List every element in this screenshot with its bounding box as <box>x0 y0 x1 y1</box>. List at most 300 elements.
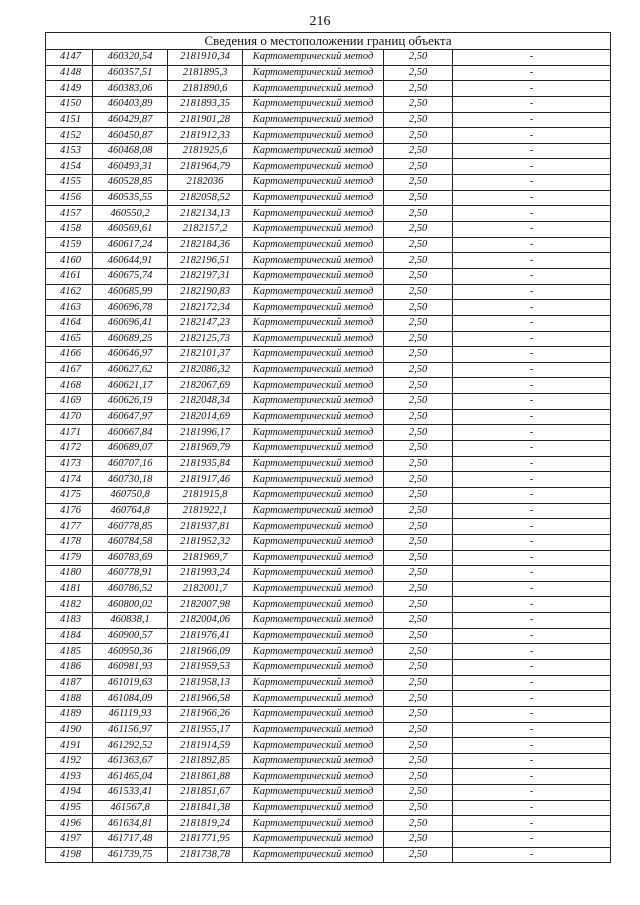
accuracy-cell: 2,50 <box>384 268 453 284</box>
description-cell: - <box>453 143 611 159</box>
table-row <box>46 691 611 707</box>
x-coordinate-cell: 460617,24 <box>93 237 168 253</box>
point-number-cell: 4188 <box>46 691 93 707</box>
y-coordinate-cell: 2181890,6 <box>168 81 243 97</box>
table-header-row <box>46 33 611 50</box>
point-number-cell: 4166 <box>46 347 93 363</box>
description-cell: - <box>453 50 611 66</box>
table-row <box>46 581 611 597</box>
x-coordinate-cell: 461292,52 <box>93 738 168 754</box>
y-coordinate-cell: 2181910,34 <box>168 50 243 66</box>
point-number-cell: 4197 <box>46 832 93 848</box>
x-coordinate-cell: 461567,8 <box>93 800 168 816</box>
point-number-cell: 4162 <box>46 284 93 300</box>
description-cell: - <box>453 847 611 863</box>
accuracy-cell: 2,50 <box>384 331 453 347</box>
method-cell: Картометрический метод <box>243 675 384 691</box>
y-coordinate-cell: 2181964,79 <box>168 159 243 175</box>
description-cell: - <box>453 206 611 222</box>
point-number-cell: 4168 <box>46 378 93 394</box>
table-row <box>46 81 611 97</box>
description-cell: - <box>453 519 611 535</box>
method-cell: Картометрический метод <box>243 394 384 410</box>
x-coordinate-cell: 460627,62 <box>93 362 168 378</box>
table-row <box>46 347 611 363</box>
accuracy-cell: 2,50 <box>384 753 453 769</box>
x-coordinate-cell: 460535,55 <box>93 190 168 206</box>
y-coordinate-cell: 2181952,32 <box>168 534 243 550</box>
method-cell: Картометрический метод <box>243 409 384 425</box>
description-cell: - <box>453 268 611 284</box>
method-cell: Картометрический метод <box>243 613 384 629</box>
description-cell: - <box>453 284 611 300</box>
method-cell: Картометрический метод <box>243 81 384 97</box>
method-cell: Картометрический метод <box>243 190 384 206</box>
x-coordinate-cell: 460383,06 <box>93 81 168 97</box>
y-coordinate-cell: 2181901,28 <box>168 112 243 128</box>
x-coordinate-cell: 460450,87 <box>93 128 168 144</box>
y-coordinate-cell: 2181958,13 <box>168 675 243 691</box>
table-row <box>46 175 611 191</box>
y-coordinate-cell: 2182001,7 <box>168 581 243 597</box>
method-cell: Картометрический метод <box>243 769 384 785</box>
table-row <box>46 644 611 660</box>
accuracy-cell: 2,50 <box>384 487 453 503</box>
y-coordinate-cell: 2182086,32 <box>168 362 243 378</box>
x-coordinate-cell: 460778,91 <box>93 566 168 582</box>
accuracy-cell: 2,50 <box>384 284 453 300</box>
accuracy-cell: 2,50 <box>384 503 453 519</box>
table-row <box>46 613 611 629</box>
x-coordinate-cell: 461019,63 <box>93 675 168 691</box>
x-coordinate-cell: 460900,57 <box>93 628 168 644</box>
method-cell: Картометрический метод <box>243 284 384 300</box>
table-row <box>46 832 611 848</box>
point-number-cell: 4198 <box>46 847 93 863</box>
x-coordinate-cell: 460764,8 <box>93 503 168 519</box>
y-coordinate-cell: 2181976,41 <box>168 628 243 644</box>
point-number-cell: 4161 <box>46 268 93 284</box>
accuracy-cell: 2,50 <box>384 394 453 410</box>
method-cell: Картометрический метод <box>243 472 384 488</box>
x-coordinate-cell: 460644,91 <box>93 253 168 269</box>
x-coordinate-cell: 461533,41 <box>93 785 168 801</box>
method-cell: Картометрический метод <box>243 800 384 816</box>
table-row <box>46 550 611 566</box>
table-row <box>46 816 611 832</box>
accuracy-cell: 2,50 <box>384 785 453 801</box>
accuracy-cell: 2,50 <box>384 222 453 238</box>
method-cell: Картометрический метод <box>243 566 384 582</box>
table-row <box>46 284 611 300</box>
y-coordinate-cell: 2181959,53 <box>168 659 243 675</box>
x-coordinate-cell: 460468,08 <box>93 143 168 159</box>
method-cell: Картометрический метод <box>243 65 384 81</box>
y-coordinate-cell: 2182058,52 <box>168 190 243 206</box>
description-cell: - <box>453 96 611 112</box>
x-coordinate-cell: 460621,17 <box>93 378 168 394</box>
description-cell: - <box>453 315 611 331</box>
method-cell: Картометрический метод <box>243 738 384 754</box>
method-cell: Картометрический метод <box>243 659 384 675</box>
table-row <box>46 253 611 269</box>
description-cell: - <box>453 425 611 441</box>
x-coordinate-cell: 460528,85 <box>93 175 168 191</box>
description-cell: - <box>453 409 611 425</box>
x-coordinate-cell: 461084,09 <box>93 691 168 707</box>
y-coordinate-cell: 2181966,58 <box>168 691 243 707</box>
y-coordinate-cell: 2181851,67 <box>168 785 243 801</box>
accuracy-cell: 2,50 <box>384 65 453 81</box>
point-number-cell: 4189 <box>46 706 93 722</box>
page-number: 216 <box>309 14 331 29</box>
y-coordinate-cell: 2181861,88 <box>168 769 243 785</box>
accuracy-cell: 2,50 <box>384 347 453 363</box>
description-cell: - <box>453 347 611 363</box>
method-cell: Картометрический метод <box>243 222 384 238</box>
point-number-cell: 4173 <box>46 456 93 472</box>
accuracy-cell: 2,50 <box>384 128 453 144</box>
description-cell: - <box>453 597 611 613</box>
accuracy-cell: 2,50 <box>384 566 453 582</box>
accuracy-cell: 2,50 <box>384 847 453 863</box>
table-row <box>46 378 611 394</box>
x-coordinate-cell: 460429,87 <box>93 112 168 128</box>
description-cell: - <box>453 832 611 848</box>
point-number-cell: 4181 <box>46 581 93 597</box>
x-coordinate-cell: 460707,16 <box>93 456 168 472</box>
accuracy-cell: 2,50 <box>384 691 453 707</box>
x-coordinate-cell: 460646,97 <box>93 347 168 363</box>
table-row <box>46 785 611 801</box>
table-row <box>46 206 611 222</box>
description-cell: - <box>453 769 611 785</box>
method-cell: Картометрический метод <box>243 644 384 660</box>
point-number-cell: 4190 <box>46 722 93 738</box>
table-row <box>46 456 611 472</box>
method-cell: Картометрический метод <box>243 597 384 613</box>
description-cell: - <box>453 222 611 238</box>
point-number-cell: 4176 <box>46 503 93 519</box>
method-cell: Картометрический метод <box>243 300 384 316</box>
x-coordinate-cell: 460493,31 <box>93 159 168 175</box>
x-coordinate-cell: 461119,93 <box>93 706 168 722</box>
description-cell: - <box>453 816 611 832</box>
accuracy-cell: 2,50 <box>384 425 453 441</box>
description-cell: - <box>453 613 611 629</box>
method-cell: Картометрический метод <box>243 112 384 128</box>
point-number-cell: 4178 <box>46 534 93 550</box>
x-coordinate-cell: 461156,97 <box>93 722 168 738</box>
accuracy-cell: 2,50 <box>384 409 453 425</box>
y-coordinate-cell: 2182067,69 <box>168 378 243 394</box>
x-coordinate-cell: 461465,04 <box>93 769 168 785</box>
y-coordinate-cell: 2182157,2 <box>168 222 243 238</box>
table-row <box>46 487 611 503</box>
y-coordinate-cell: 2181841,38 <box>168 800 243 816</box>
y-coordinate-cell: 2182196,51 <box>168 253 243 269</box>
x-coordinate-cell: 460685,99 <box>93 284 168 300</box>
point-number-cell: 4160 <box>46 253 93 269</box>
table-row <box>46 159 611 175</box>
point-number-cell: 4159 <box>46 237 93 253</box>
method-cell: Картометрический метод <box>243 425 384 441</box>
description-cell: - <box>453 675 611 691</box>
method-cell: Картометрический метод <box>243 50 384 66</box>
point-number-cell: 4167 <box>46 362 93 378</box>
method-cell: Картометрический метод <box>243 722 384 738</box>
description-cell: - <box>453 394 611 410</box>
x-coordinate-cell: 460784,58 <box>93 534 168 550</box>
accuracy-cell: 2,50 <box>384 378 453 394</box>
description-cell: - <box>453 534 611 550</box>
description-cell: - <box>453 628 611 644</box>
y-coordinate-cell: 2181895,3 <box>168 65 243 81</box>
method-cell: Картометрический метод <box>243 315 384 331</box>
y-coordinate-cell: 2181915,8 <box>168 487 243 503</box>
accuracy-cell: 2,50 <box>384 50 453 66</box>
method-cell: Картометрический метод <box>243 534 384 550</box>
method-cell: Картометрический метод <box>243 832 384 848</box>
accuracy-cell: 2,50 <box>384 175 453 191</box>
method-cell: Картометрический метод <box>243 237 384 253</box>
description-cell: - <box>453 487 611 503</box>
description-cell: - <box>453 378 611 394</box>
y-coordinate-cell: 2181935,84 <box>168 456 243 472</box>
description-cell: - <box>453 472 611 488</box>
point-number-cell: 4194 <box>46 785 93 801</box>
x-coordinate-cell: 460838,1 <box>93 613 168 629</box>
method-cell: Картометрический метод <box>243 441 384 457</box>
method-cell: Картометрический метод <box>243 706 384 722</box>
y-coordinate-cell: 2182134,13 <box>168 206 243 222</box>
table-row <box>46 800 611 816</box>
description-cell: - <box>453 237 611 253</box>
x-coordinate-cell: 460550,2 <box>93 206 168 222</box>
method-cell: Картометрический метод <box>243 519 384 535</box>
x-coordinate-cell: 461739,75 <box>93 847 168 863</box>
method-cell: Картометрический метод <box>243 628 384 644</box>
y-coordinate-cell: 2181893,35 <box>168 96 243 112</box>
x-coordinate-cell: 460357,51 <box>93 65 168 81</box>
method-cell: Картометрический метод <box>243 143 384 159</box>
accuracy-cell: 2,50 <box>384 472 453 488</box>
description-cell: - <box>453 128 611 144</box>
y-coordinate-cell: 2181819,24 <box>168 816 243 832</box>
x-coordinate-cell: 460778,85 <box>93 519 168 535</box>
table-row <box>46 331 611 347</box>
table-row <box>46 409 611 425</box>
description-cell: - <box>453 659 611 675</box>
table-row <box>46 394 611 410</box>
x-coordinate-cell: 460689,25 <box>93 331 168 347</box>
accuracy-cell: 2,50 <box>384 597 453 613</box>
x-coordinate-cell: 460981,93 <box>93 659 168 675</box>
description-cell: - <box>453 362 611 378</box>
point-number-cell: 4170 <box>46 409 93 425</box>
description-cell: - <box>453 81 611 97</box>
y-coordinate-cell: 2182197,31 <box>168 268 243 284</box>
description-cell: - <box>453 300 611 316</box>
y-coordinate-cell: 2181969,79 <box>168 441 243 457</box>
point-number-cell: 4154 <box>46 159 93 175</box>
point-number-cell: 4153 <box>46 143 93 159</box>
method-cell: Картометрический метод <box>243 550 384 566</box>
accuracy-cell: 2,50 <box>384 143 453 159</box>
y-coordinate-cell: 2182014,69 <box>168 409 243 425</box>
method-cell: Картометрический метод <box>243 96 384 112</box>
table-row <box>46 237 611 253</box>
y-coordinate-cell: 2181937,81 <box>168 519 243 535</box>
y-coordinate-cell: 2181738,78 <box>168 847 243 863</box>
description-cell: - <box>453 441 611 457</box>
point-number-cell: 4158 <box>46 222 93 238</box>
y-coordinate-cell: 2181771,95 <box>168 832 243 848</box>
point-number-cell: 4175 <box>46 487 93 503</box>
point-number-cell: 4186 <box>46 659 93 675</box>
table-row <box>46 472 611 488</box>
description-cell: - <box>453 566 611 582</box>
x-coordinate-cell: 460696,41 <box>93 315 168 331</box>
y-coordinate-cell: 2181969,7 <box>168 550 243 566</box>
method-cell: Картометрический метод <box>243 487 384 503</box>
point-number-cell: 4185 <box>46 644 93 660</box>
accuracy-cell: 2,50 <box>384 253 453 269</box>
point-number-cell: 4163 <box>46 300 93 316</box>
point-number-cell: 4155 <box>46 175 93 191</box>
point-number-cell: 4191 <box>46 738 93 754</box>
table-row <box>46 659 611 675</box>
y-coordinate-cell: 2182125,73 <box>168 331 243 347</box>
x-coordinate-cell: 460667,84 <box>93 425 168 441</box>
table-row <box>46 706 611 722</box>
accuracy-cell: 2,50 <box>384 769 453 785</box>
description-cell: - <box>453 706 611 722</box>
accuracy-cell: 2,50 <box>384 581 453 597</box>
accuracy-cell: 2,50 <box>384 550 453 566</box>
accuracy-cell: 2,50 <box>384 315 453 331</box>
x-coordinate-cell: 460626,19 <box>93 394 168 410</box>
point-number-cell: 4147 <box>46 50 93 66</box>
accuracy-cell: 2,50 <box>384 816 453 832</box>
description-cell: - <box>453 785 611 801</box>
point-number-cell: 4172 <box>46 441 93 457</box>
x-coordinate-cell: 460783,69 <box>93 550 168 566</box>
table-row <box>46 847 611 863</box>
point-number-cell: 4151 <box>46 112 93 128</box>
point-number-cell: 4195 <box>46 800 93 816</box>
table-row <box>46 425 611 441</box>
y-coordinate-cell: 2182004,06 <box>168 613 243 629</box>
table-row <box>46 503 611 519</box>
table-row <box>46 675 611 691</box>
point-number-cell: 4150 <box>46 96 93 112</box>
table-title: Сведения о местоположении границ объекта <box>46 33 611 50</box>
accuracy-cell: 2,50 <box>384 706 453 722</box>
point-number-cell: 4148 <box>46 65 93 81</box>
y-coordinate-cell: 2182147,23 <box>168 315 243 331</box>
method-cell: Картометрический метод <box>243 816 384 832</box>
x-coordinate-cell: 461363,67 <box>93 753 168 769</box>
boundary-table <box>45 32 611 863</box>
description-cell: - <box>453 331 611 347</box>
accuracy-cell: 2,50 <box>384 112 453 128</box>
accuracy-cell: 2,50 <box>384 159 453 175</box>
accuracy-cell: 2,50 <box>384 441 453 457</box>
point-number-cell: 4165 <box>46 331 93 347</box>
method-cell: Картометрический метод <box>243 175 384 191</box>
table-row <box>46 628 611 644</box>
accuracy-cell: 2,50 <box>384 206 453 222</box>
method-cell: Картометрический метод <box>243 128 384 144</box>
x-coordinate-cell: 460800,02 <box>93 597 168 613</box>
x-coordinate-cell: 460403,89 <box>93 96 168 112</box>
accuracy-cell: 2,50 <box>384 96 453 112</box>
description-cell: - <box>453 503 611 519</box>
x-coordinate-cell: 460647,97 <box>93 409 168 425</box>
y-coordinate-cell: 2181925,6 <box>168 143 243 159</box>
table-row <box>46 112 611 128</box>
point-number-cell: 4192 <box>46 753 93 769</box>
point-number-cell: 4180 <box>46 566 93 582</box>
table-row <box>46 50 611 66</box>
point-number-cell: 4182 <box>46 597 93 613</box>
description-cell: - <box>453 753 611 769</box>
method-cell: Картометрический метод <box>243 362 384 378</box>
table-row <box>46 597 611 613</box>
method-cell: Картометрический метод <box>243 503 384 519</box>
accuracy-cell: 2,50 <box>384 738 453 754</box>
y-coordinate-cell: 2181993,24 <box>168 566 243 582</box>
description-cell: - <box>453 253 611 269</box>
point-number-cell: 4152 <box>46 128 93 144</box>
y-coordinate-cell: 2182101,37 <box>168 347 243 363</box>
description-cell: - <box>453 800 611 816</box>
description-cell: - <box>453 65 611 81</box>
method-cell: Картометрический метод <box>243 268 384 284</box>
description-cell: - <box>453 456 611 472</box>
x-coordinate-cell: 460750,8 <box>93 487 168 503</box>
x-coordinate-cell: 461717,48 <box>93 832 168 848</box>
method-cell: Картометрический метод <box>243 206 384 222</box>
description-cell: - <box>453 112 611 128</box>
method-cell: Картометрический метод <box>243 456 384 472</box>
description-cell: - <box>453 190 611 206</box>
x-coordinate-cell: 460950,36 <box>93 644 168 660</box>
description-cell: - <box>453 691 611 707</box>
method-cell: Картометрический метод <box>243 785 384 801</box>
table-row <box>46 753 611 769</box>
x-coordinate-cell: 460689,07 <box>93 441 168 457</box>
y-coordinate-cell: 2182048,34 <box>168 394 243 410</box>
table-row <box>46 441 611 457</box>
table-row <box>46 534 611 550</box>
description-cell: - <box>453 159 611 175</box>
table-row <box>46 519 611 535</box>
accuracy-cell: 2,50 <box>384 362 453 378</box>
point-number-cell: 4187 <box>46 675 93 691</box>
point-number-cell: 4184 <box>46 628 93 644</box>
table-row <box>46 190 611 206</box>
description-cell: - <box>453 722 611 738</box>
y-coordinate-cell: 2181917,46 <box>168 472 243 488</box>
method-cell: Картометрический метод <box>243 159 384 175</box>
table-row <box>46 300 611 316</box>
method-cell: Картометрический метод <box>243 847 384 863</box>
y-coordinate-cell: 2181912,33 <box>168 128 243 144</box>
table-row <box>46 769 611 785</box>
description-cell: - <box>453 550 611 566</box>
